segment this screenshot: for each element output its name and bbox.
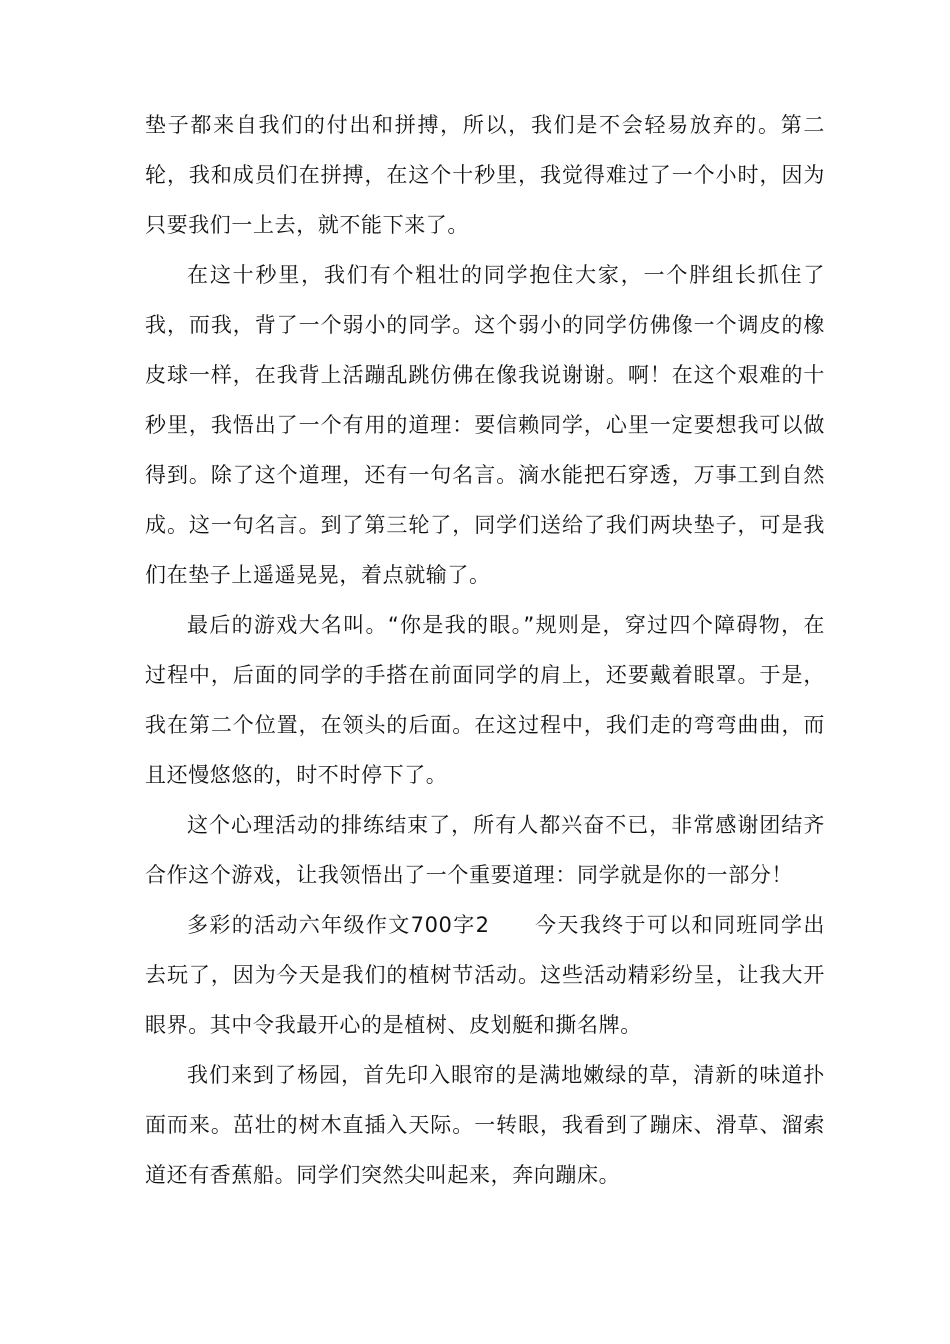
document-body [145,100,825,1200]
paragraph-3: 最后的游戏大名叫。“你是我的眼。”规则是，穿过四个障碍物，在过程中，后面的同学的手搭在前面同学的肩上，还要戴着眼罩。于是，我在第二个位置，在领头的后面。在这过程中，我们走的弯弯曲曲，而且还慢悠悠的，时不时停下了。 [145,613,825,787]
paragraph-2: 在这十秒里，我们有个粗壮的同学抱住大家，一个胖组长抓住了我，而我，背了一个弱小的同学。这个弱小的同学仿佛像一个调皮的橡皮球一样，在我背上活蹦乱跳仿佛在像我说谢谢。啊！在这个艰难的十秒里，我悟出了一个有用的道理：要信赖同学，心里一定要想我可以做得到。除了这个道理，还有一句名言。滴水能把石穿透，万事工到自然成。这一句名言。到了第三轮了，同学们送给了我们两块垫子，可是我们在垫子上遥遥晃晃，着点就输了。 [145,263,825,587]
paragraph-1: 垫子都来自我们的付出和拼搏，所以，我们是不会轻易放弃的。第二轮，我和成员们在拼搏，在这个十秒里，我觉得难过了一个小时，因为只要我们一上去，就不能下来了。 [145,113,825,237]
paragraph-4: 这个心理活动的排练结束了，所有人都兴奋不已，非常感谢团结齐合作这个游戏，让我领悟出了一个重要道理：同学就是你的一部分！ [145,813,825,887]
paragraph-5: 多彩的活动六年级作文700字2 今天我终于可以和同班同学出去玩了，因为今天是我们的植树节活动。这些活动精彩纷呈，让我大开眼界。其中令我最开心的是植树、皮划艇和撕名牌。 [145,913,825,1037]
paragraph-6: 我们来到了杨园，首先印入眼帘的是满地嫩绿的草，清新的味道扑面而来。茁壮的树木直插入天际。一转眼，我看到了蹦床、滑草、溜索道还有香蕉船。同学们突然尖叫起来，奔向蹦床。 [145,1063,825,1187]
